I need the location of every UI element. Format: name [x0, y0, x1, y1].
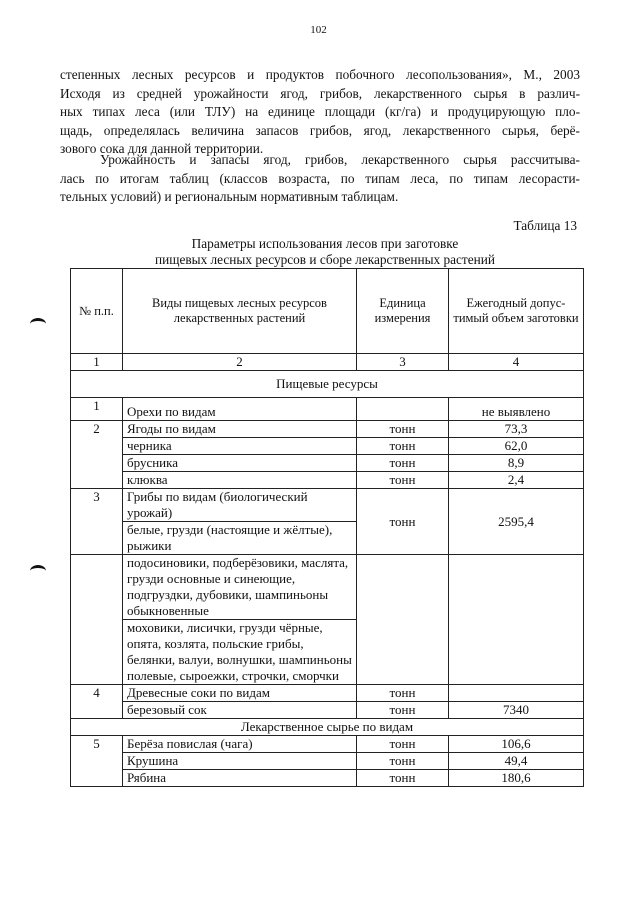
- row-value: [449, 555, 584, 685]
- row-number: 2: [71, 421, 123, 489]
- row-value: 49,4: [449, 753, 584, 770]
- row-name: подосиновики, подберёзовики, маслята, грузди основные и синеющие, подгруздки, дубовики, шампиньоны обыкновенные: [123, 555, 357, 620]
- row-unit: тонн: [357, 472, 449, 489]
- row-value: 2595,4: [449, 489, 584, 555]
- row-name: белые, грузди (настоящие и жёлтые), рыжики: [123, 522, 357, 555]
- row-value: 106,6: [449, 736, 584, 753]
- table-header-row: [71, 269, 584, 354]
- row-unit: [357, 398, 449, 421]
- section-medicinal: Лекарственное сырье по видам: [71, 719, 584, 736]
- row-unit: тонн: [357, 489, 449, 555]
- row-name: Древесные соки по видам: [123, 685, 357, 702]
- paragraph-1: [60, 66, 580, 159]
- table-label: Таблица 13: [513, 218, 577, 233]
- row-unit: тонн: [357, 438, 449, 455]
- row-unit: тонн: [357, 685, 449, 702]
- table-row: [71, 438, 584, 455]
- table-row: [71, 455, 584, 472]
- table-row: [71, 398, 584, 421]
- row-value-text: не выявлено: [481, 404, 551, 419]
- row-number: 3: [71, 489, 123, 555]
- row-unit: тонн: [357, 421, 449, 438]
- header-volume: Ежегодный допус- тимый объем заготовки: [449, 269, 584, 354]
- paragraph-line: Исходя из средней урожайности ягод, грибов, лекарственного сырья в различ-: [60, 85, 580, 101]
- row-name: моховики, лисички, грузди чёрные, опята, козлята, польские грибы, белянки, валуи, волнушки, шампиньоны полевые, сыроежки, строчки, сморчки: [123, 620, 357, 685]
- table-row: [71, 555, 584, 620]
- row-name: березовый сок: [123, 702, 357, 719]
- row-value: [449, 398, 584, 421]
- table-row: [71, 489, 584, 522]
- paragraph-line: щадь, определялась величина запасов грибов, ягод, лекарственного сырья, берё-: [60, 122, 580, 138]
- row-value: 62,0: [449, 438, 584, 455]
- paragraph-line: степенных лесных ресурсов и продуктов побочного лесопользования», М., 2003: [60, 67, 580, 82]
- row-unit: тонн: [357, 702, 449, 719]
- table-row: [71, 472, 584, 489]
- row-value: [449, 685, 584, 702]
- table-row: [71, 702, 584, 719]
- column-number: 1: [71, 354, 123, 371]
- section-row: [71, 371, 584, 398]
- table-row: [71, 421, 584, 438]
- row-name: черника: [123, 438, 357, 455]
- table-row: [71, 753, 584, 770]
- row-number: 5: [71, 736, 123, 787]
- row-unit: тонн: [357, 753, 449, 770]
- column-number: 3: [357, 354, 449, 371]
- row-name: Грибы по видам (биологический урожай): [123, 489, 357, 522]
- section-food: Пищевые ресурсы: [71, 371, 584, 398]
- scan-mark: [30, 318, 46, 330]
- row-name: Берёза повислая (чага): [123, 736, 357, 753]
- row-name: брусника: [123, 455, 357, 472]
- row-number: 1: [71, 398, 123, 421]
- resources-table: [70, 268, 584, 787]
- column-number: 2: [123, 354, 357, 371]
- row-unit: тонн: [357, 770, 449, 787]
- paragraph-line: зового сока для данной территории.: [60, 141, 264, 157]
- row-value: 2,4: [449, 472, 584, 489]
- row-name: Ягоды по видам: [123, 421, 357, 438]
- row-name: [123, 398, 357, 421]
- table-row: [71, 736, 584, 753]
- table-title: [70, 236, 580, 268]
- paragraph-line: лась по итогам таблиц (классов возраста, по типам леса, по типам лесорасти-: [60, 170, 580, 186]
- row-number: [71, 555, 123, 685]
- header-resource: Виды пищевых лесных ресурсов лекарственных растений: [123, 269, 357, 354]
- column-number-row: [71, 354, 584, 371]
- table-title-line: пищевых лесных ресурсов и сборе лекарственных растений: [154, 252, 495, 267]
- row-value: 8,9: [449, 455, 584, 472]
- page-number: 102: [310, 24, 327, 36]
- table-title-line: Параметры использования лесов при заготовке: [191, 236, 459, 251]
- header-unit: Единица измерения: [357, 269, 449, 354]
- scan-mark: [30, 565, 46, 577]
- row-name: Рябина: [123, 770, 357, 787]
- table-row: [71, 770, 584, 787]
- row-value: 7340: [449, 702, 584, 719]
- column-number: 4: [449, 354, 584, 371]
- row-unit: тонн: [357, 455, 449, 472]
- row-number: 4: [71, 685, 123, 719]
- row-name-text: Орехи по видам: [127, 404, 216, 419]
- header-number: № п.п.: [71, 269, 123, 354]
- row-value: 73,3: [449, 421, 584, 438]
- paragraph-line: Урожайность и запасы ягод, грибов, лекарственного сырья рассчитыва-: [100, 152, 580, 167]
- table-row: [71, 685, 584, 702]
- row-name: клюква: [123, 472, 357, 489]
- paragraph-2: [60, 151, 580, 207]
- row-value: 180,6: [449, 770, 584, 787]
- paragraph-line: тельных условий) и региональным нормативным таблицам.: [60, 189, 399, 205]
- row-name: Крушина: [123, 753, 357, 770]
- row-unit: тонн: [357, 736, 449, 753]
- section-row: [71, 719, 584, 736]
- row-unit: [357, 555, 449, 685]
- paragraph-line: ных типах леса (или ТЛУ) на единице площади (кг/га) и продуцирующую пло-: [60, 104, 580, 120]
